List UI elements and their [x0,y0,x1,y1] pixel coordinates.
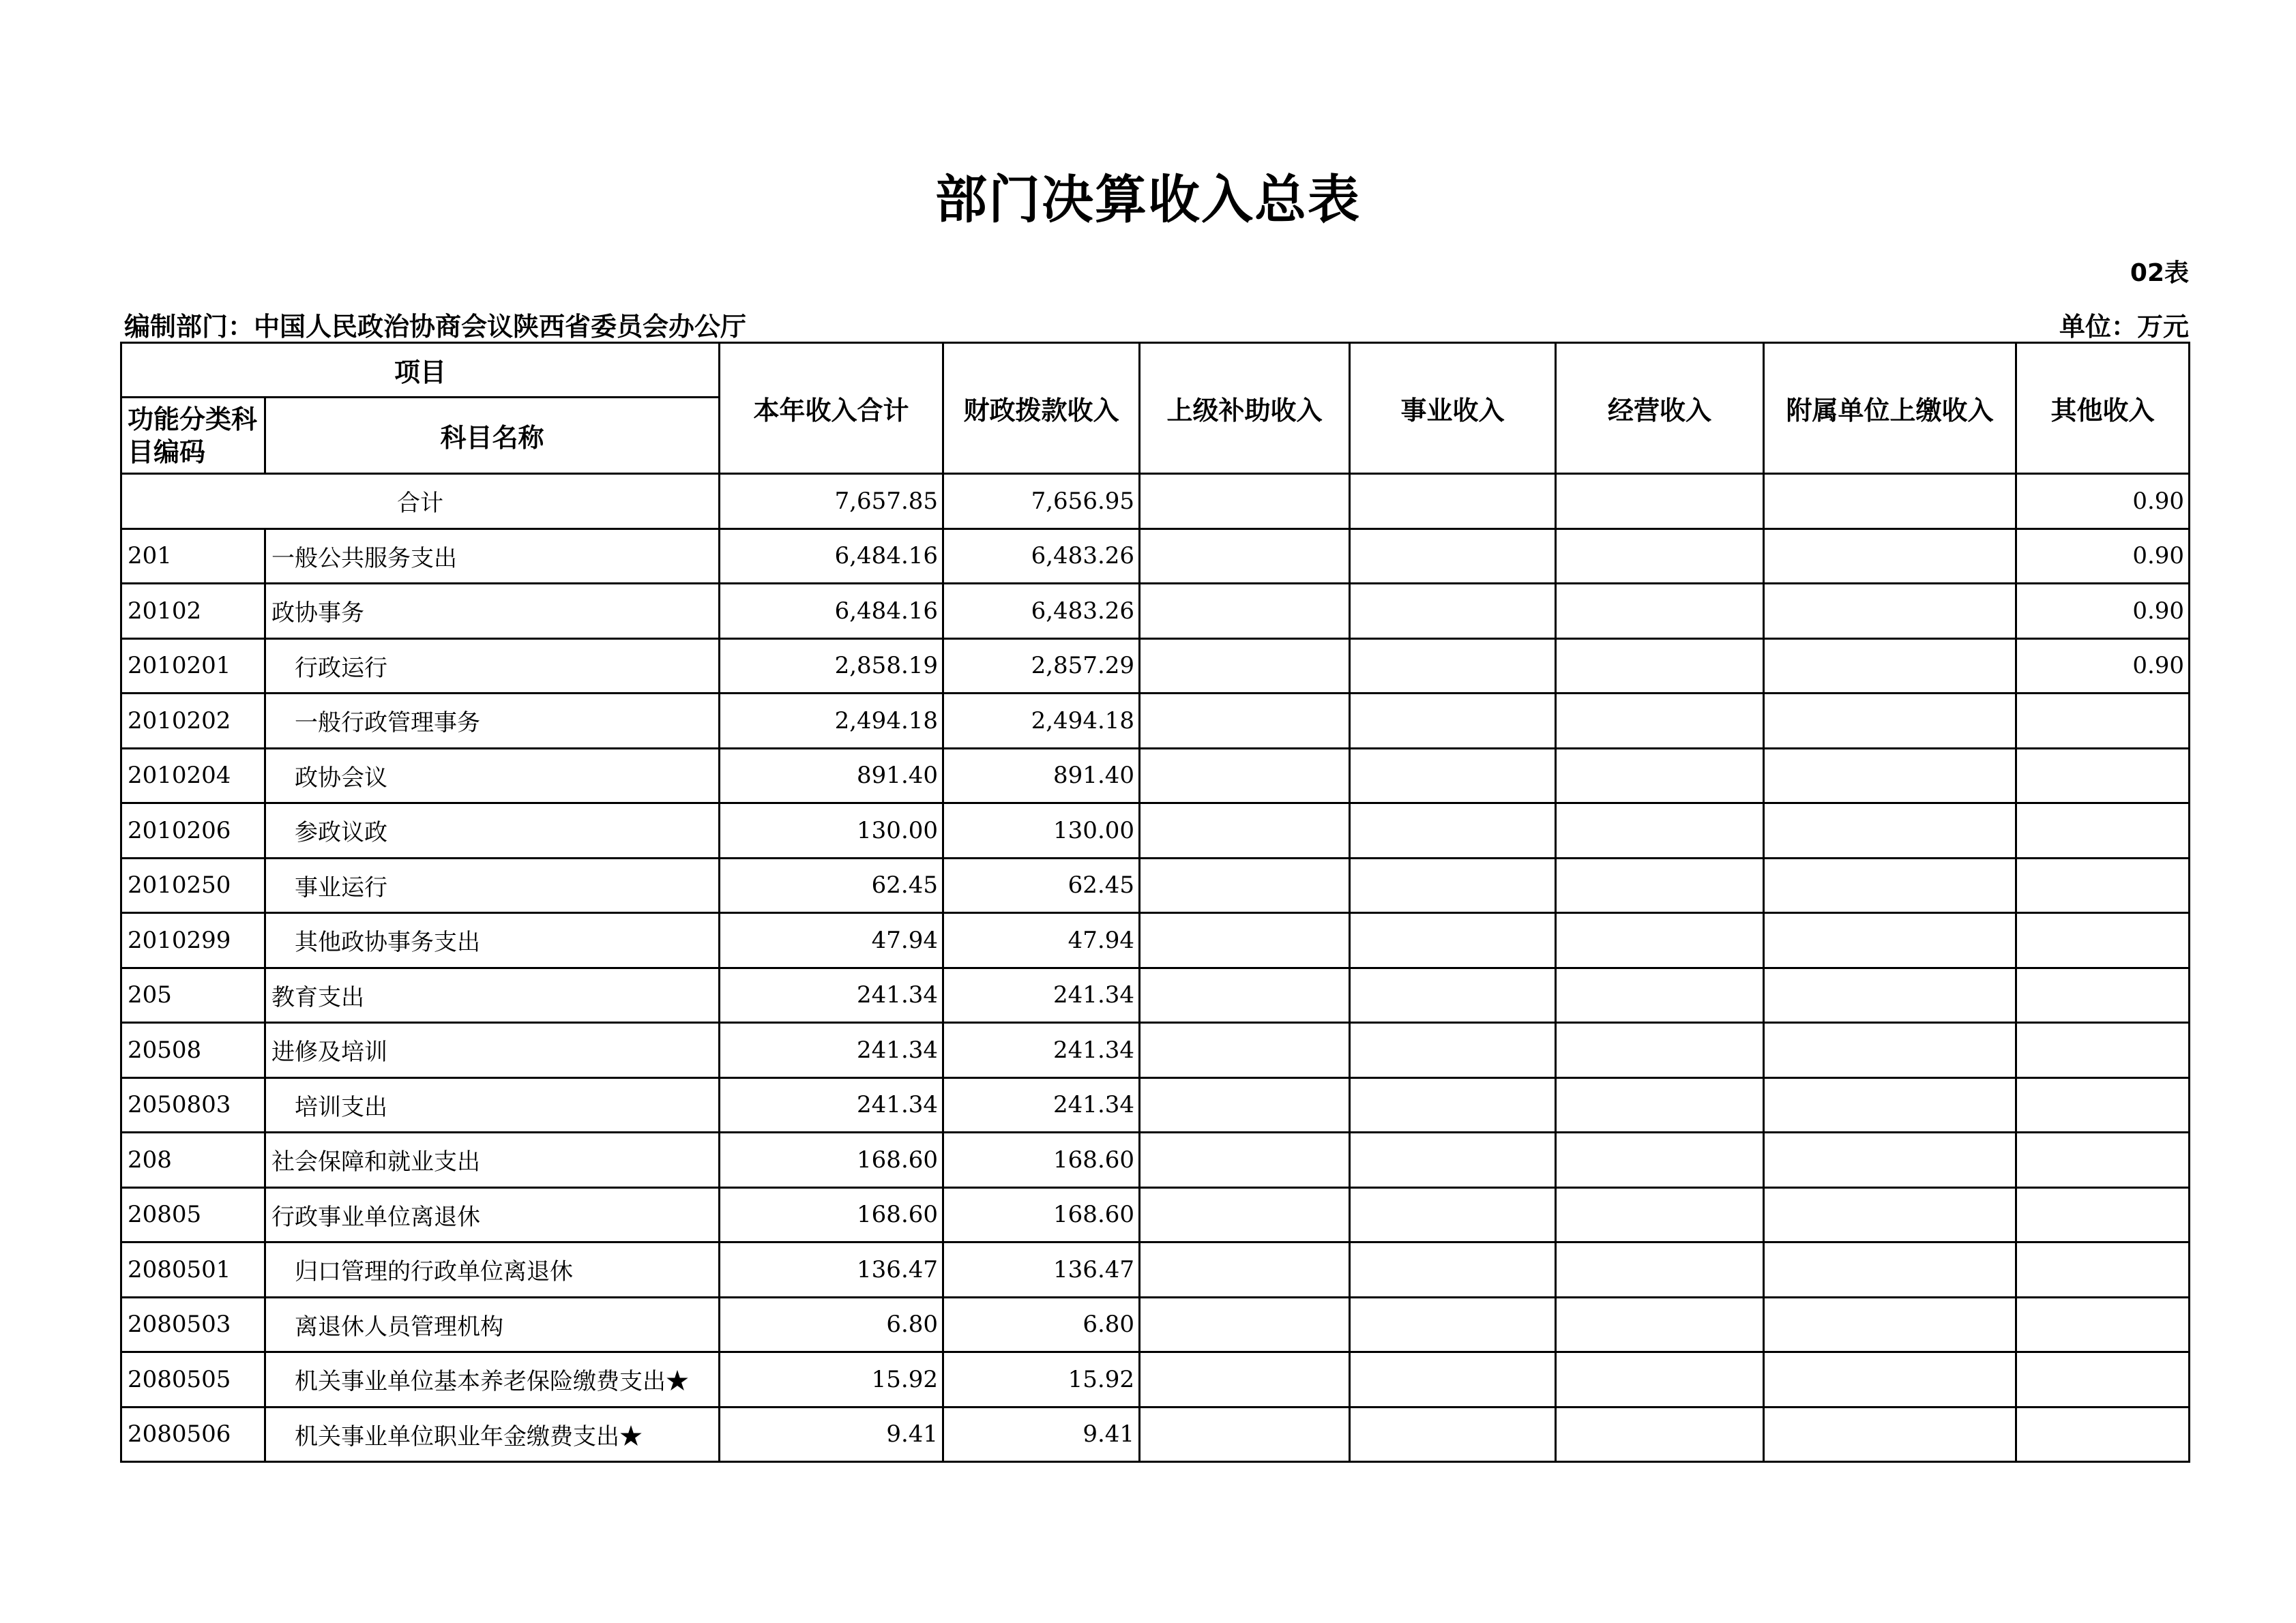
row-business [1350,913,1556,968]
row-affiliate [1764,694,2016,749]
row-code: 2010299 [121,913,265,968]
row-operating [1556,1187,1764,1242]
row-code: 2080503 [121,1297,265,1352]
total-business [1350,474,1556,529]
row-fiscal: 6,483.26 [943,584,1140,639]
row-fiscal: 6,483.26 [943,528,1140,584]
row-total: 168.60 [720,1187,943,1242]
row-operating [1556,1352,1764,1408]
row-business [1350,1407,1556,1462]
row-business [1350,584,1556,639]
row-other [2016,803,2190,859]
row-business [1350,1352,1556,1408]
row-name: 其他政协事务支出 [265,913,720,968]
row-code: 2010206 [121,803,265,859]
row-total: 15.92 [720,1352,943,1408]
row-superior [1140,1023,1350,1078]
row-superior [1140,1077,1350,1133]
row-other: 0.90 [2016,528,2190,584]
row-code: 2010201 [121,638,265,694]
row-code: 201 [121,528,265,584]
table-row [121,1242,2190,1298]
row-code: 2080505 [121,1352,265,1408]
row-superior [1140,1297,1350,1352]
row-operating [1556,1023,1764,1078]
row-total: 241.34 [720,968,943,1023]
row-affiliate [1764,968,2016,1023]
row-name: 事业运行 [265,858,720,913]
table-row [121,1407,2190,1462]
row-affiliate [1764,528,2016,584]
row-fiscal: 168.60 [943,1133,1140,1188]
table-row [121,1297,2190,1352]
row-code: 2080506 [121,1407,265,1462]
row-code: 2050803 [121,1077,265,1133]
row-other [2016,968,2190,1023]
row-business [1350,748,1556,803]
row-affiliate [1764,638,2016,694]
row-code: 2010250 [121,858,265,913]
total-total: 7,657.85 [720,474,943,529]
row-business [1350,638,1556,694]
table-row [121,913,2190,968]
row-operating [1556,803,1764,859]
row-total: 47.94 [720,913,943,968]
total-fiscal: 7,656.95 [943,474,1140,529]
table-row [121,584,2190,639]
row-operating [1556,1077,1764,1133]
row-total: 6,484.16 [720,584,943,639]
row-name: 进修及培训 [265,1023,720,1078]
row-total: 2,494.18 [720,694,943,749]
row-operating [1556,584,1764,639]
row-name: 行政运行 [265,638,720,694]
row-name: 社会保障和就业支出 [265,1133,720,1188]
row-other [2016,858,2190,913]
total-other: 0.90 [2016,474,2190,529]
row-other: 0.90 [2016,584,2190,639]
row-superior [1140,1352,1350,1408]
row-other [2016,1242,2190,1298]
table-row [121,694,2190,749]
row-fiscal: 6.80 [943,1297,1140,1352]
row-fiscal: 47.94 [943,913,1140,968]
row-total: 62.45 [720,858,943,913]
table-row [121,528,2190,584]
row-name: 离退休人员管理机构 [265,1297,720,1352]
row-affiliate [1764,1023,2016,1078]
row-affiliate [1764,1242,2016,1298]
table-number: 02表 [2130,259,2189,287]
row-fiscal: 241.34 [943,1077,1140,1133]
row-fiscal: 9.41 [943,1407,1140,1462]
row-operating [1556,1407,1764,1462]
row-name: 教育支出 [265,968,720,1023]
row-superior [1140,638,1350,694]
total-row [121,474,2190,529]
header-affiliate: 附属单位上缴收入 [1764,343,2016,474]
row-name: 一般行政管理事务 [265,694,720,749]
row-code: 2080501 [121,1242,265,1298]
row-total: 130.00 [720,803,943,859]
row-other [2016,694,2190,749]
row-total: 6.80 [720,1297,943,1352]
row-other [2016,1187,2190,1242]
row-name: 机关事业单位基本养老保险缴费支出★ [265,1352,720,1408]
row-affiliate [1764,584,2016,639]
row-fiscal: 241.34 [943,1023,1140,1078]
row-other [2016,913,2190,968]
header-other: 其他收入 [2016,343,2190,474]
table-row [121,1023,2190,1078]
row-business [1350,1187,1556,1242]
row-total: 241.34 [720,1077,943,1133]
row-name: 一般公共服务支出 [265,528,720,584]
row-business [1350,858,1556,913]
header-name: 科目名称 [265,398,720,474]
row-operating [1556,638,1764,694]
row-total: 168.60 [720,1133,943,1188]
table-row [121,858,2190,913]
row-operating [1556,1242,1764,1298]
header-superior: 上级补助收入 [1140,343,1350,474]
row-affiliate [1764,1297,2016,1352]
table-row [121,1077,2190,1133]
row-superior [1140,1407,1350,1462]
table-row [121,748,2190,803]
table-row [121,1187,2190,1242]
total-label: 合计 [121,474,720,529]
total-superior [1140,474,1350,529]
table-row [121,803,2190,859]
row-business [1350,1242,1556,1298]
row-fiscal: 62.45 [943,858,1140,913]
row-business [1350,968,1556,1023]
row-affiliate [1764,913,2016,968]
row-affiliate [1764,1187,2016,1242]
row-code: 2010202 [121,694,265,749]
table-row [121,638,2190,694]
row-business [1350,1297,1556,1352]
row-name: 归口管理的行政单位离退休 [265,1242,720,1298]
row-total: 2,858.19 [720,638,943,694]
row-superior [1140,803,1350,859]
row-superior [1140,1242,1350,1298]
row-fiscal: 136.47 [943,1242,1140,1298]
row-operating [1556,968,1764,1023]
row-fiscal: 168.60 [943,1187,1140,1242]
row-code: 205 [121,968,265,1023]
row-fiscal: 891.40 [943,748,1140,803]
table-row [121,968,2190,1023]
row-operating [1556,1133,1764,1188]
row-name: 参政议政 [265,803,720,859]
row-other [2016,1133,2190,1188]
row-other [2016,1297,2190,1352]
row-operating [1556,1297,1764,1352]
row-fiscal: 130.00 [943,803,1140,859]
row-code: 20508 [121,1023,265,1078]
unit-label: 单位：万元 [2059,312,2189,342]
row-fiscal: 2,857.29 [943,638,1140,694]
row-superior [1140,528,1350,584]
row-name: 机关事业单位职业年金缴费支出★ [265,1407,720,1462]
row-name: 培训支出 [265,1077,720,1133]
row-business [1350,1133,1556,1188]
row-total: 891.40 [720,748,943,803]
row-name: 行政事业单位离退休 [265,1187,720,1242]
row-code: 208 [121,1133,265,1188]
total-affiliate [1764,474,2016,529]
page-title: 部门决算收入总表 [935,169,1361,230]
header-project: 项目 [121,343,720,398]
row-total: 6,484.16 [720,528,943,584]
row-business [1350,528,1556,584]
row-operating [1556,694,1764,749]
row-total: 241.34 [720,1023,943,1078]
row-fiscal: 15.92 [943,1352,1140,1408]
row-other: 0.90 [2016,638,2190,694]
row-business [1350,1023,1556,1078]
row-code: 20102 [121,584,265,639]
row-business [1350,803,1556,859]
row-operating [1556,858,1764,913]
row-operating [1556,528,1764,584]
row-name: 政协事务 [265,584,720,639]
row-superior [1140,748,1350,803]
row-affiliate [1764,1133,2016,1188]
row-superior [1140,584,1350,639]
header-total: 本年收入合计 [720,343,943,474]
row-superior [1140,1187,1350,1242]
row-fiscal: 241.34 [943,968,1140,1023]
row-superior [1140,913,1350,968]
row-superior [1140,694,1350,749]
row-other [2016,1352,2190,1408]
row-business [1350,694,1556,749]
row-business [1350,1077,1556,1133]
row-other [2016,1407,2190,1462]
row-other [2016,748,2190,803]
table-row [121,1133,2190,1188]
row-code: 2010204 [121,748,265,803]
header-fiscal: 财政拨款收入 [943,343,1140,474]
row-total: 136.47 [720,1242,943,1298]
department-label: 编制部门：中国人民政治协商会议陕西省委员会办公厅 [124,312,747,342]
row-affiliate [1764,1407,2016,1462]
row-fiscal: 2,494.18 [943,694,1140,749]
row-other [2016,1023,2190,1078]
row-affiliate [1764,748,2016,803]
row-code: 20805 [121,1187,265,1242]
row-affiliate [1764,1352,2016,1408]
header-code: 功能分类科目编码 [121,398,265,474]
row-affiliate [1764,803,2016,859]
row-operating [1556,913,1764,968]
row-total: 9.41 [720,1407,943,1462]
row-name: 政协会议 [265,748,720,803]
row-other [2016,1077,2190,1133]
row-affiliate [1764,1077,2016,1133]
header-business: 事业收入 [1350,343,1556,474]
row-superior [1140,1133,1350,1188]
total-operating [1556,474,1764,529]
table-row [121,1352,2190,1408]
header-operating: 经营收入 [1556,343,1764,474]
row-superior [1140,858,1350,913]
income-summary-table [120,342,2190,1463]
row-affiliate [1764,858,2016,913]
row-superior [1140,968,1350,1023]
row-operating [1556,748,1764,803]
